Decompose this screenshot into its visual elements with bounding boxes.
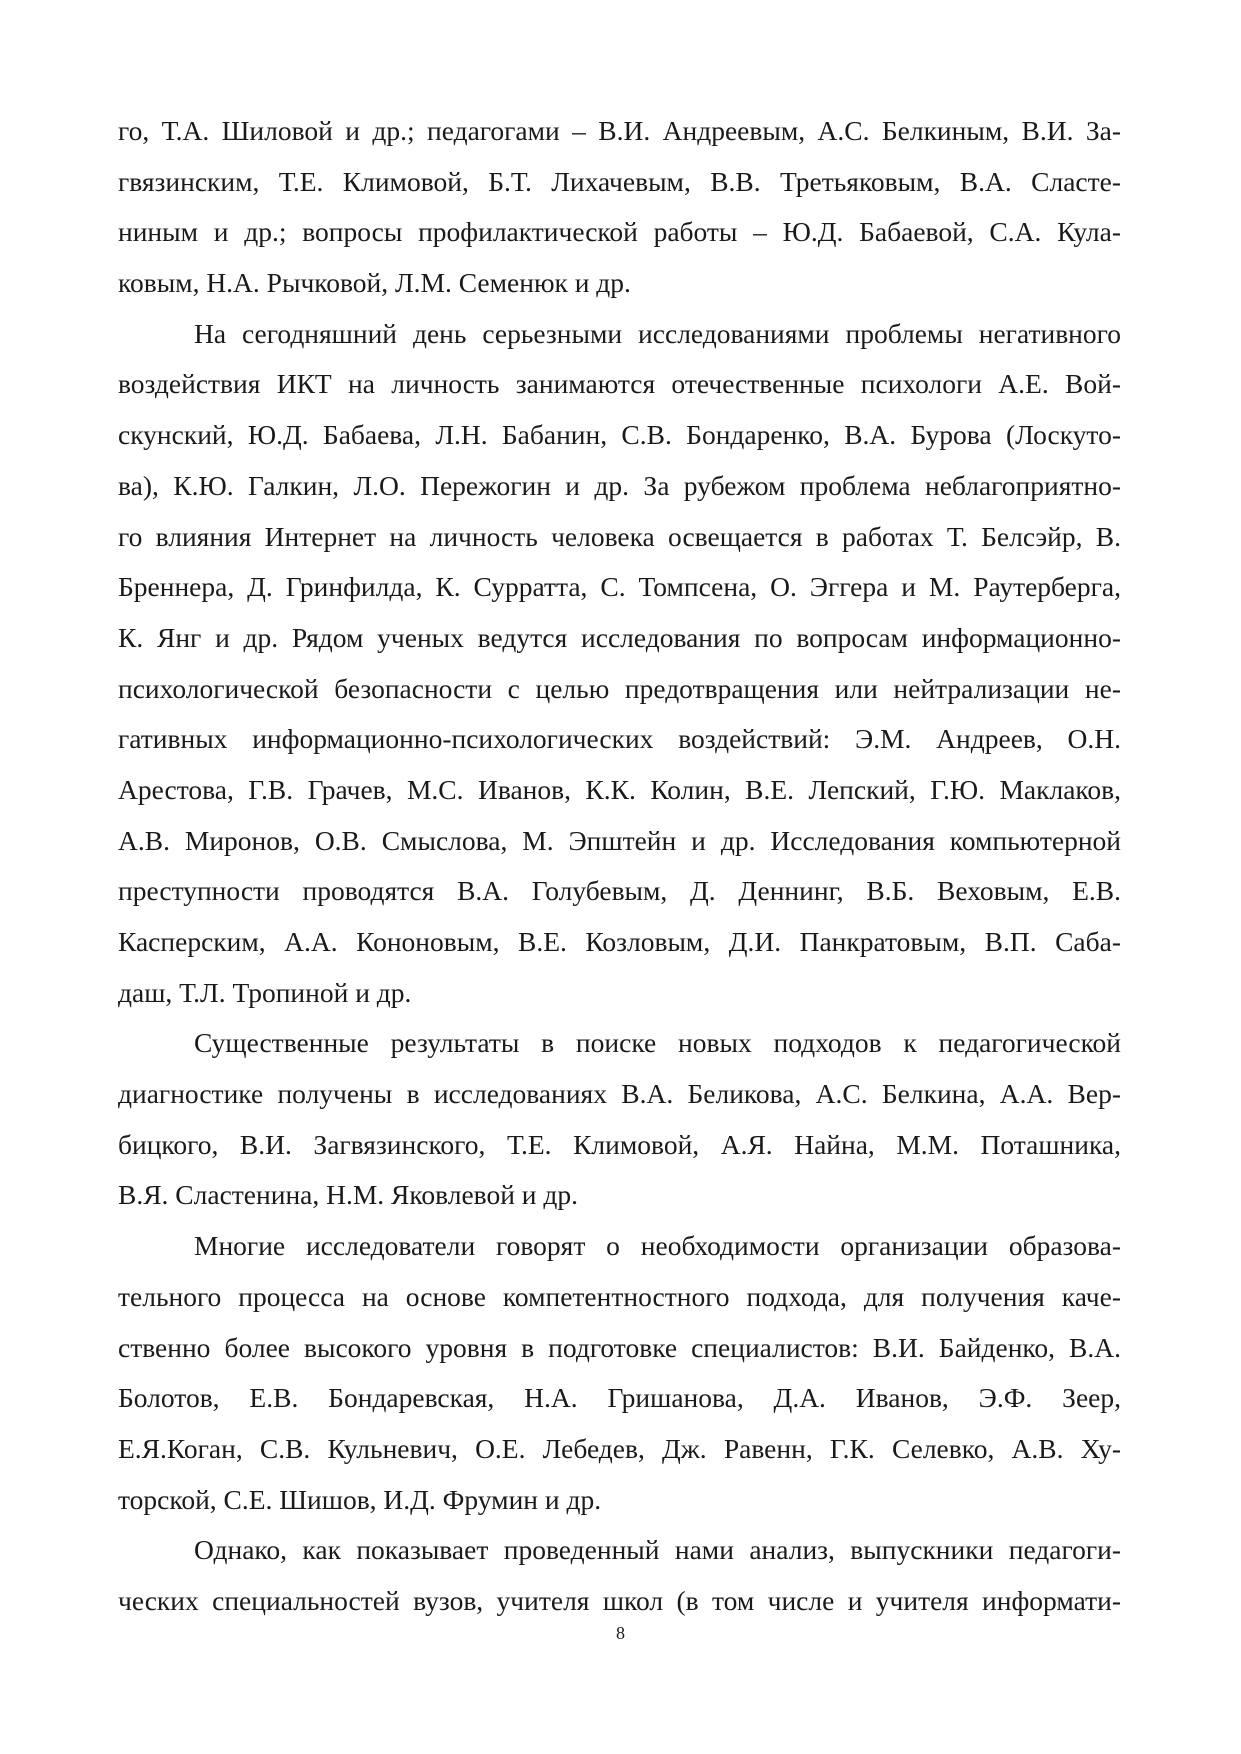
text-line: го влияния Интернет на личность человека освещается в работах Т. Белсэйр, В.	[118, 520, 1121, 552]
text-line: ственно более высокого уровня в подготовке специалистов: В.И. Байденко, В.А.	[118, 1331, 1121, 1363]
text-line: Бреннера, Д. Гринфилда, К. Сурратта, С. Томпсена, О. Эггера и М. Раутерберга,	[118, 571, 1121, 603]
text-line: го, Т.А. Шиловой и др.; педагогами – В.И. Андреевым, А.С. Белкиным, В.И. За-	[118, 115, 1121, 146]
text-line: психологической безопасности с целью предотвращения или нейтрализации не-	[118, 672, 1121, 704]
text-line: тельного процесса на основе компетентностного подхода, для получения каче-	[118, 1280, 1121, 1312]
text-line: гвязинским, Т.Е. Климовой, Б.Т. Лихачевым, В.В. Третьяковым, В.А. Сласте-	[118, 165, 1121, 197]
text-line: К. Янг и др. Рядом ученых ведутся исследования по вопросам информационно-	[118, 621, 1121, 653]
text-line: На сегодняшний день серьезными исследованиями проблемы негативного	[194, 317, 1121, 349]
text-line: Болотов, Е.В. Бондаревская, Н.А. Гришанова, Д.А. Иванов, Э.Ф. Зеер,	[118, 1382, 1121, 1414]
text-line: даш, Т.Л. Тропиной и др.	[118, 976, 412, 1008]
text-line: Существенные результаты в поиске новых подходов к педагогической	[194, 1027, 1121, 1059]
text-line: Касперским, А.А. Кононовым, В.Е. Козловым, Д.И. Панкратовым, В.П. Саба-	[118, 926, 1121, 957]
text-line: скунский, Ю.Д. Бабаева, Л.Н. Бабанин, С.В. Бондаренко, В.А. Бурова (Лоскуто-	[118, 419, 1121, 451]
text-line: Многие исследователи говорят о необходимости организации образова-	[194, 1230, 1121, 1262]
text-line: В.Я. Сластенина, Н.М. Яковлевой и др.	[118, 1179, 579, 1211]
text-line: ковым, Н.А. Рычковой, Л.М. Семенюк и др.	[118, 267, 631, 299]
paragraph-1	[118, 106, 1121, 309]
paragraph-3	[118, 1018, 1121, 1221]
body-text	[118, 106, 1121, 1627]
text-line: Однако, как показывает проведенный нами анализ, выпускники педагоги-	[194, 1534, 1121, 1566]
text-line: ва), К.Ю. Галкин, Л.О. Пережогин и др. За рубежом проблема неблагоприятно-	[118, 469, 1121, 501]
text-line: диагностике получены в исследованиях В.А. Беликова, А.С. Белкина, А.А. Вер-	[118, 1078, 1121, 1110]
paragraph-5	[118, 1525, 1121, 1626]
paragraph-2	[118, 309, 1121, 1019]
text-line: ческих специальностей вузов, учителя школ (в том числе и учителя информати-	[118, 1584, 1121, 1616]
text-line: торской, С.Е. Шишов, И.Д. Фрумин и др.	[118, 1483, 602, 1515]
paragraph-4	[118, 1221, 1121, 1525]
text-line: преступности проводятся В.А. Голубевым, Д. Деннинг, В.Б. Веховым, Е.В.	[118, 875, 1121, 907]
page-number: 8	[616, 1623, 625, 1643]
text-line: гативных информационно-психологических воздействий: Э.М. Андреев, О.Н.	[118, 723, 1121, 755]
text-line: ниным и др.; вопросы профилактической работы – Ю.Д. Бабаевой, С.А. Кула-	[118, 216, 1121, 248]
text-line: воздействия ИКТ на личность занимаются отечественные психологи А.Е. Вой-	[118, 368, 1121, 400]
text-line: Арестова, Г.В. Грачев, М.С. Иванов, К.К. Колин, В.Е. Лепский, Г.Ю. Маклаков,	[118, 773, 1121, 805]
text-line: бицкого, В.И. Загвязинского, Т.Е. Климовой, А.Я. Найна, М.М. Поташника,	[118, 1128, 1121, 1160]
text-line: А.В. Миронов, О.В. Смыслова, М. Эпштейн и др. Исследования компьютерной	[118, 824, 1121, 856]
text-line: Е.Я.Коган, С.В. Кульневич, О.Е. Лебедев, Дж. Равенн, Г.К. Селевко, А.В. Ху-	[118, 1432, 1121, 1464]
